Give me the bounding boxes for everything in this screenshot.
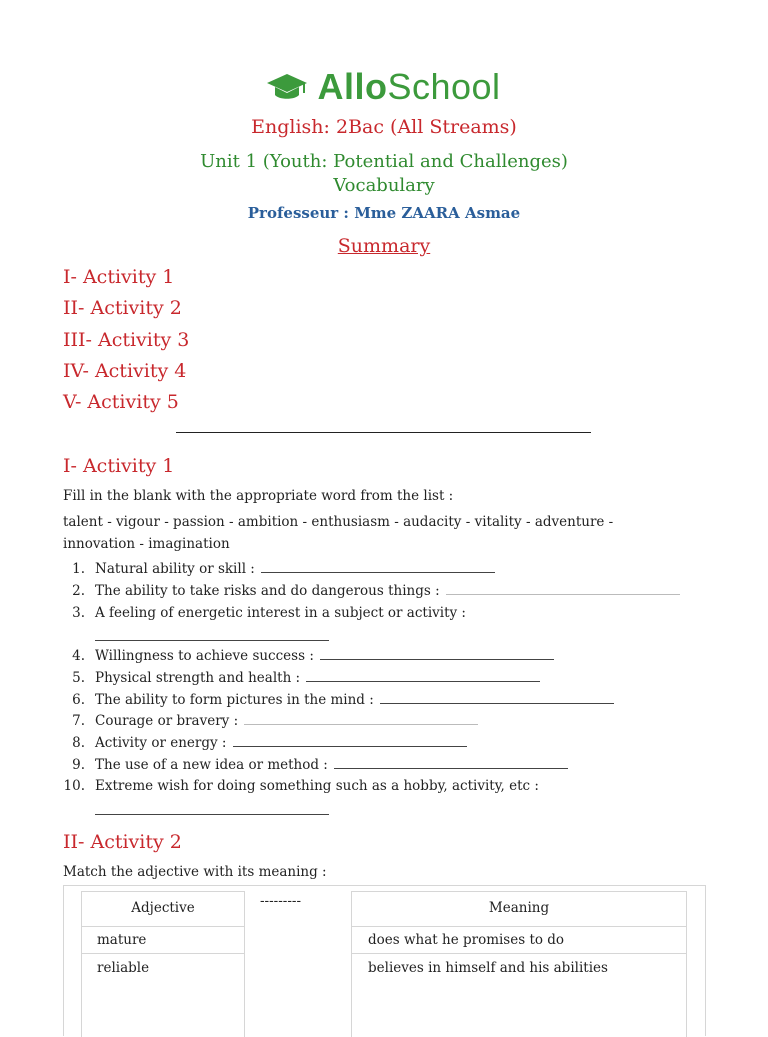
table-rule (351, 926, 687, 927)
activity-2-heading: II- Activity 2 (63, 831, 182, 853)
activity-1-instruction: Fill in the blank with the appropriate word from the list : (63, 488, 454, 504)
table-rule (351, 953, 687, 954)
word-list-line-2: innovation - imagination (63, 536, 230, 552)
unit-title: Unit 1 (Youth: Potential and Challenges) (200, 151, 568, 172)
answer-blank-3[interactable] (95, 640, 329, 641)
summary-heading: Summary (337, 235, 431, 257)
summary-item-activity-3[interactable]: III- Activity 3 (63, 328, 190, 351)
word-list-line-1: talent - vigour - passion - ambition - enthusiasm - audacity - vitality - adventure - (63, 514, 614, 530)
meaning-cell: does what he promises to do (368, 932, 565, 948)
adjective-header: Adjective (131, 900, 195, 916)
question-5: 5. Physical strength and health : (63, 670, 540, 686)
question-9: 9. The use of a new idea or method : (63, 757, 568, 773)
question-2: 2. The ability to take risks and do dangerous things : (63, 583, 680, 599)
summary-item-activity-2[interactable]: II- Activity 2 (63, 297, 182, 320)
logo-text: AlloSchool (317, 66, 501, 107)
question-1: 1. Natural ability or skill : (63, 561, 495, 577)
activity-2-instruction: Match the adjective with its meaning : (63, 864, 327, 880)
answer-blank-1[interactable] (261, 572, 495, 573)
summary-item-activity-1[interactable]: I- Activity 1 (63, 266, 175, 288)
activity-1-heading: I- Activity 1 (63, 455, 175, 477)
adjective-cell: reliable (97, 960, 150, 976)
summary-item-activity-4[interactable]: IV- Activity 4 (63, 359, 187, 382)
question-3: 3. A feeling of energetic interest in a subject or activity : (72, 605, 466, 621)
answer-blank-9[interactable] (334, 768, 568, 769)
answer-blank-5[interactable] (306, 681, 540, 682)
adjective-cell: mature (97, 932, 147, 948)
question-8: 8. Activity or energy : (63, 735, 467, 751)
question-7: 7. Courage or bravery : (63, 713, 478, 729)
summary-list (63, 266, 189, 422)
answer-blank-8[interactable] (233, 746, 467, 747)
question-10: 10. Extreme wish for doing something such as a hobby, activity, etc : (63, 778, 539, 794)
summary-item-activity-5[interactable]: V- Activity 5 (63, 391, 179, 414)
table-rule (81, 926, 245, 927)
table-rule (81, 953, 245, 954)
matching-table (63, 885, 706, 1036)
topic-title: Vocabulary (333, 175, 435, 196)
teacher-name: Professeur : Mme ZAARA Asmae (247, 204, 521, 222)
answer-blank-10[interactable] (95, 814, 329, 815)
question-4: 4. Willingness to achieve success : (63, 648, 554, 664)
alloschool-logo (0, 66, 768, 108)
meaning-cell: believes in himself and his abilities (368, 960, 608, 976)
section-divider (176, 432, 591, 433)
answer-blank-4[interactable] (320, 659, 554, 660)
graduation-cap-icon (267, 70, 307, 104)
subject-title: English: 2Bac (All Streams) (251, 116, 517, 138)
divider-header: --------- (260, 893, 302, 909)
meaning-header: Meaning (488, 900, 550, 916)
answer-blank-7[interactable] (244, 724, 478, 725)
answer-blank-2[interactable] (446, 594, 680, 595)
question-6: 6. The ability to form pictures in the mind : (63, 692, 614, 708)
answer-blank-6[interactable] (380, 703, 614, 704)
